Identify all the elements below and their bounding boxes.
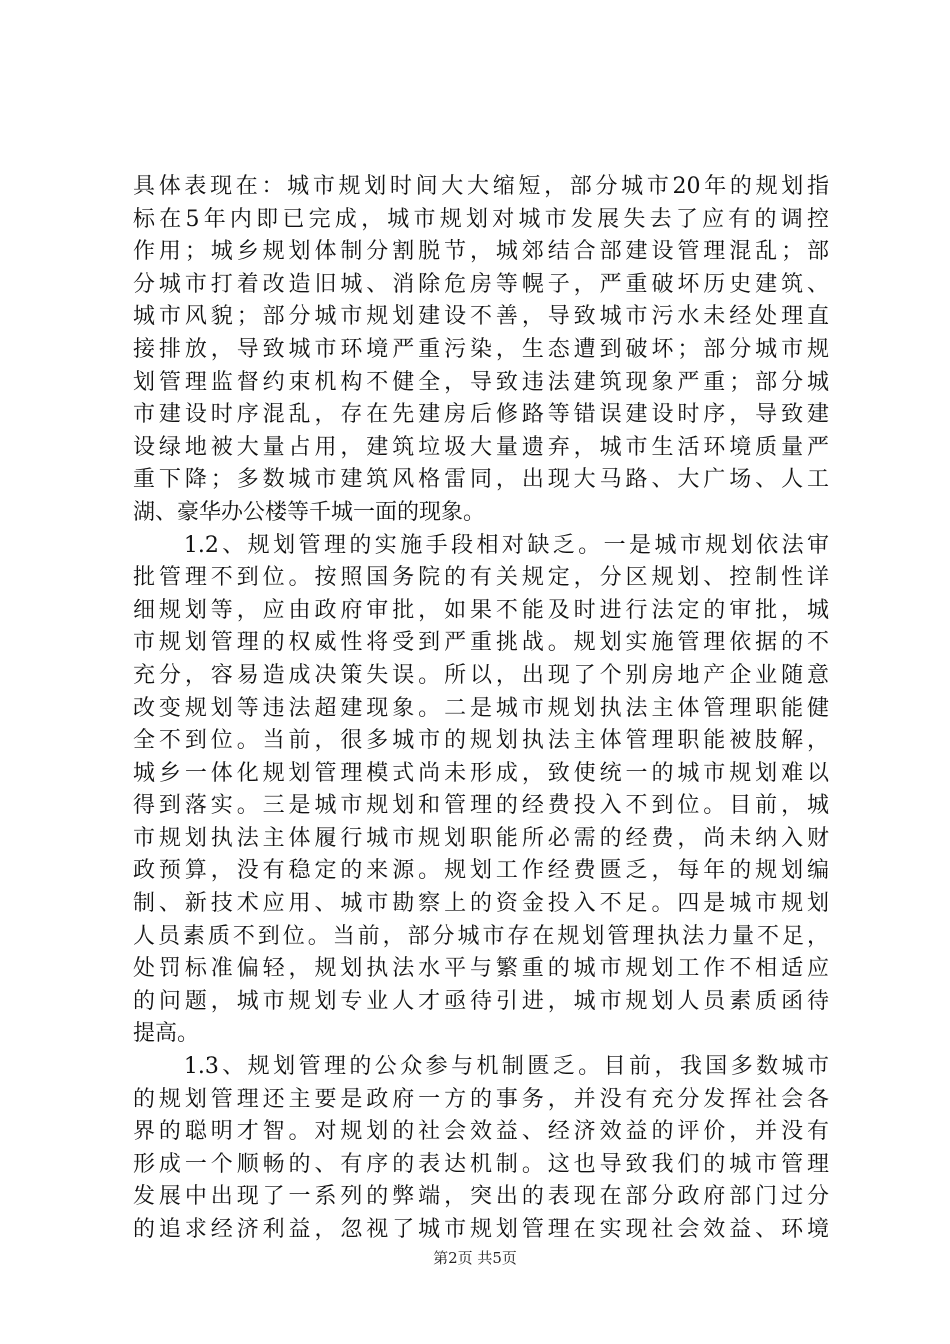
text-line: 接排放，导致城市环境严重污染，生态遭到破坏；部分城市规 xyxy=(133,336,829,362)
text-line: 发展中出现了一系列的弊端，突出的表现在部分政府部门过分 xyxy=(133,1184,829,1210)
text-line: 设绿地被大量占用，建筑垃圾大量遗弃，城市生活环境质量严 xyxy=(133,434,829,460)
text-line: 湖、豪华办公楼等千城一面的现象。 xyxy=(133,499,486,525)
text-line: 改变规划等违法超建现象。二是城市规划执法主体管理职能健 xyxy=(133,695,829,721)
text-line: 的问题，城市规划专业人才亟待引进，城市规划人员素质函待 xyxy=(133,988,829,1014)
text-line: 标在5年内即已完成，城市规划对城市发展失去了应有的调控 xyxy=(133,206,829,232)
text-line: 具体表现在：城市规划时间大大缩短，部分城市20年的规划指 xyxy=(133,174,829,199)
text-line: 得到落实。三是城市规划和管理的经费投入不到位。目前，城 xyxy=(133,793,829,819)
text-line: 的追求经济利益，忽视了城市规划管理在实现社会效益、环境 xyxy=(133,1217,829,1242)
text-line: 界的聪明才智。对规划的社会效益、经济效益的评价，并没有 xyxy=(133,1119,829,1145)
page-footer: 第2页 共5页 xyxy=(433,1249,517,1267)
text-line: 制、新技术应用、城市勘察上的资金投入不足。四是城市规划 xyxy=(133,891,829,917)
text-line: 的规划管理还主要是政府一方的事务，并没有充分发挥社会各 xyxy=(133,1086,829,1112)
text-line: 重下降；多数城市建筑风格雷同，出现大马路、大广场、人工 xyxy=(133,467,829,493)
body-text xyxy=(133,171,829,1247)
text-line: 提高。 xyxy=(133,1021,200,1047)
text-line: 城市风貌；部分城市规划建设不善，导致城市污水未经处理直 xyxy=(133,304,829,330)
text-line: 划管理监督约束机构不健全，导致违法建筑现象严重；部分城 xyxy=(133,369,829,395)
text-line: 全不到位。当前，很多城市的规划执法主体管理职能被肢解， xyxy=(133,728,829,754)
text-line: 市规划管理的权威性将受到严重挑战。规划实施管理依据的不 xyxy=(133,630,829,656)
text-line: 市规划执法主体履行城市规划职能所必需的经费，尚未纳入财 xyxy=(133,825,829,851)
text-line: 充分，容易造成决策失误。所以，出现了个别房地产企业随意 xyxy=(133,662,829,688)
text-line: 处罚标准偏轻，规划执法水平与繁重的城市规划工作不相适应 xyxy=(133,956,829,982)
text-line: 作用；城乡规划体制分割脱节，城郊结合部建设管理混乱；部 xyxy=(133,239,829,265)
text-line: 人员素质不到位。当前，部分城市存在规划管理执法力量不足， xyxy=(133,923,829,949)
text-line: 政预算，没有稳定的来源。规划工作经费匮乏，每年的规划编 xyxy=(133,858,829,884)
text-line: 批管理不到位。按照国务院的有关规定，分区规划、控制性详 xyxy=(133,565,829,591)
text-line: 城乡一体化规划管理模式尚未形成，致使统一的城市规划难以 xyxy=(133,760,829,786)
text-line: 分城市打着改造旧城、消除危房等幌子，严重破坏历史建筑、 xyxy=(133,271,829,297)
text-line: 市建设时序混乱，存在先建房后修路等错误建设时序，导致建 xyxy=(133,402,829,428)
text-line: 细规划等，应由政府审批，如果不能及时进行法定的审批，城 xyxy=(133,597,829,623)
text-line: 形成一个顺畅的、有序的表达机制。这也导致我们的城市管理 xyxy=(133,1151,829,1177)
text-line: 1.2、规划管理的实施手段相对缺乏。一是城市规划依法审 xyxy=(133,532,829,558)
text-line: 1.3、规划管理的公众参与机制匮乏。目前，我国多数城市 xyxy=(133,1054,829,1080)
